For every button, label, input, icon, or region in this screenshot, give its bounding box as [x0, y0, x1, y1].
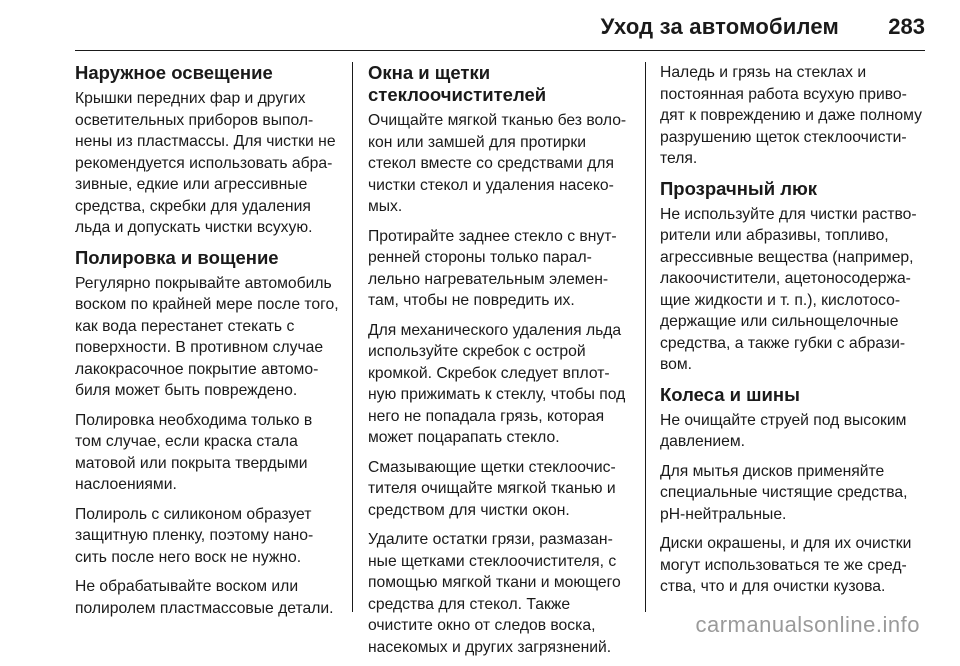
paragraph: Для мытья дисков применяйте специальные чистящие средства, pH-нейтральные.: [660, 462, 908, 523]
paragraph: Полировка необходима только в том случае, если краска стала матовой или покрыта твердыми наслоениями.: [75, 411, 313, 493]
paragraph: Диски окрашены, и для их очистки могут использоваться те же сред- ства, что и для очистки кузова.: [660, 535, 912, 595]
column-1: [75, 62, 347, 627]
column-divider-2: [645, 62, 646, 612]
paragraph: Смазывающие щетки стеклоочис- тителя очищайте мягкой тканью и средством для чистки окон.: [368, 458, 616, 519]
heading-windows-wipers: Окна и щетки стеклоочистителей: [368, 62, 547, 105]
heading-wheels-tires: Колеса и шины: [660, 383, 800, 405]
heading-exterior-lighting: Наружное освещение: [75, 62, 273, 83]
paragraph: Не используйте для чистки раство- рители или абразивы, топливо, агрессивные вещества (например, лакоочистители, ацетоносодержа- щие жидкости и т. п.), кислотосо- держащие или сильнощелочные средства, а также губки с абрази- вом.: [660, 205, 917, 373]
paragraph: Протирайте заднее стекло с внут- ренней стороны только парал- лельно нагревательным элемен- там, чтобы не повредить их.: [368, 227, 617, 309]
page-number: 283: [888, 14, 925, 39]
paragraph: Полироль с силиконом образует защитную пленку, поэтому нано- сить после него воск не нужно.: [75, 505, 314, 566]
column-3: [660, 62, 928, 606]
page-header: [75, 0, 925, 51]
watermark: carmanualsonline.info: [695, 612, 920, 637]
paragraph: Не очищайте струей под высоким давлением.: [660, 411, 907, 450]
paragraph: Очищайте мягкой тканью без воло- кон или замшей для протирки стекол вместе со средствами для чистки стекол и удаления насеко- мых.: [368, 112, 627, 215]
paragraph: Не обрабатывайте воском или полиролем пластмассовые детали.: [75, 578, 334, 617]
paragraph: Для механического удаления льда используйте скребок с острой кромкой. Скребок следует вплот- ную прижимать к стеклу, чтобы под него не попадала грязь, которая может поцарапать стекло.: [368, 321, 626, 446]
column-2: [368, 62, 640, 666]
heading-polishing-waxing: Полировка и вощение: [75, 246, 279, 268]
paragraph: Крышки передних фар и других осветительных приборов выпол- нены из пластмассы. Для чистки не рекомендуется использовать абра- зивные, едкие или агрессивные средства, скребки для удаления льда и допускать чистки всухую.: [75, 90, 336, 236]
heading-sunroof: Прозрачный люк: [660, 177, 818, 199]
header-title: Уход за автомобилем: [600, 14, 839, 39]
paragraph: Удалите остатки грязи, размазан- ные щетками стеклоочистителя, с помощью мягкой ткани и моющего средства для стекол. Также очистите окно от следов воска, насекомых и других загрязнений.: [368, 531, 621, 656]
paragraph: Регулярно покрывайте автомобиль воском по крайней мере после того, как вода перестанет стекать с поверхности. В противном случае лакокрасочное покрытие автомо- биля может быть повреждено.: [75, 274, 339, 399]
paragraph: Наледь и грязь на стеклах и постоянная работа всухую приво- дят к повреждению и даже полному разрушению щеток стеклоочисти- теля.: [660, 64, 922, 167]
column-divider-1: [352, 62, 353, 612]
